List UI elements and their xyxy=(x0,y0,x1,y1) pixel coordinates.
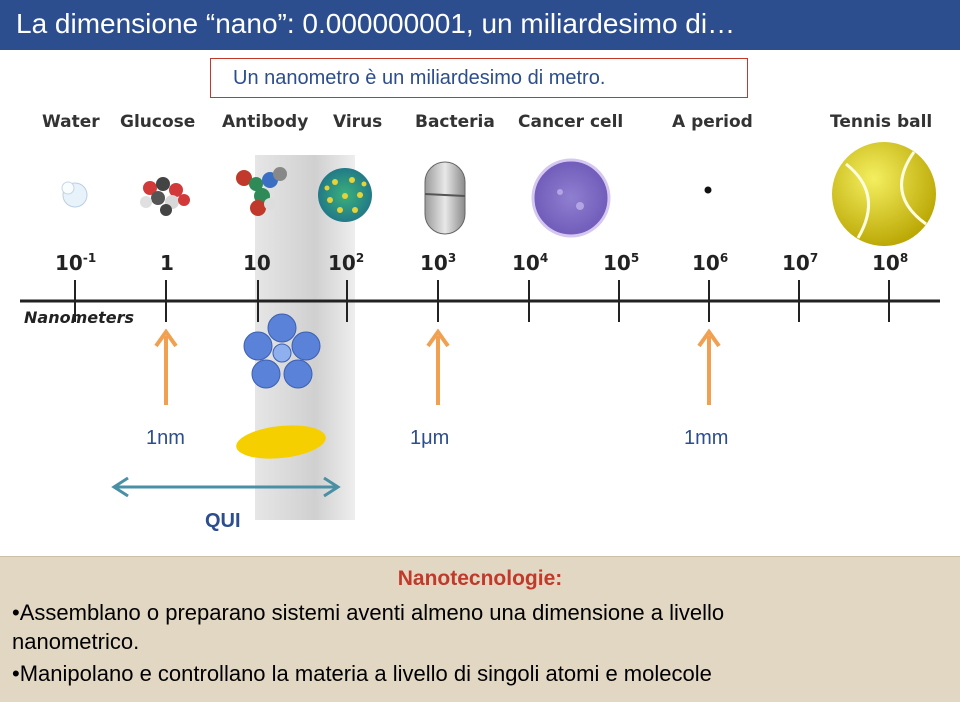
tick-label-2: 10 xyxy=(243,251,271,275)
object-label-bacteria: Bacteria xyxy=(415,112,495,132)
tick-label-0: $10^{-1}$ xyxy=(55,251,97,275)
tick-labels xyxy=(55,251,908,275)
arrow-1mm xyxy=(699,332,719,405)
glucose-icon xyxy=(140,177,190,216)
unit-label-1nm: 1nm xyxy=(146,427,185,449)
bacteria-icon xyxy=(425,162,465,234)
object-label-water: Water xyxy=(42,112,100,132)
info-line-1: •Assemblano o preparano sistemi aventi almeno una dimensione a livello xyxy=(12,600,725,625)
period-dot-icon xyxy=(705,187,712,194)
page-title: La dimensione “nano”: 0.000000001, un miliardesimo di… xyxy=(16,8,736,39)
object-label-cancer-cell: Cancer cell xyxy=(518,112,624,132)
arrow-1nm xyxy=(156,332,176,405)
tick-label-3: $10^2$ xyxy=(328,251,365,275)
info-box xyxy=(0,556,960,702)
tick-label-1: 1 xyxy=(160,251,174,275)
nanometer-scale-diagram xyxy=(0,100,960,520)
tick-label-9: $10^8$ xyxy=(872,251,909,275)
tick-label-5: $10^4$ xyxy=(512,251,549,275)
info-title: Nanotecnologie: xyxy=(397,567,563,590)
info-line-2: nanometrico. xyxy=(12,629,140,654)
arrow-1um xyxy=(428,332,448,405)
subtitle: Un nanometro è un miliardesimo di metro. xyxy=(233,67,606,89)
object-label-a-period: A period xyxy=(672,112,753,132)
object-label-glucose: Glucose xyxy=(120,112,196,132)
object-label-tennis-ball: Tennis ball xyxy=(830,112,933,132)
qui-label: QUI xyxy=(205,510,241,532)
tick-label-4: $10^3$ xyxy=(420,251,457,275)
tick-label-7: $10^6$ xyxy=(692,251,729,275)
object-label-virus: Virus xyxy=(333,112,383,132)
tick-label-6: $10^5$ xyxy=(603,251,640,275)
axis-label: Nanometers xyxy=(24,308,135,327)
object-label-antibody: Antibody xyxy=(222,112,309,132)
tennis-ball-icon xyxy=(832,142,936,246)
tick-label-8: $10^7$ xyxy=(782,251,819,275)
water-icon xyxy=(62,182,87,207)
cancer-cell-icon xyxy=(533,160,609,236)
unit-label-1um: 1μm xyxy=(410,427,450,449)
title-bar xyxy=(0,0,960,50)
info-line-3: •Manipolano e controllano la materia a livello di singoli atomi e molecole xyxy=(12,661,712,686)
subtitle-box xyxy=(210,58,748,98)
unit-label-1mm: 1mm xyxy=(684,427,729,449)
virus-icon xyxy=(318,168,372,222)
